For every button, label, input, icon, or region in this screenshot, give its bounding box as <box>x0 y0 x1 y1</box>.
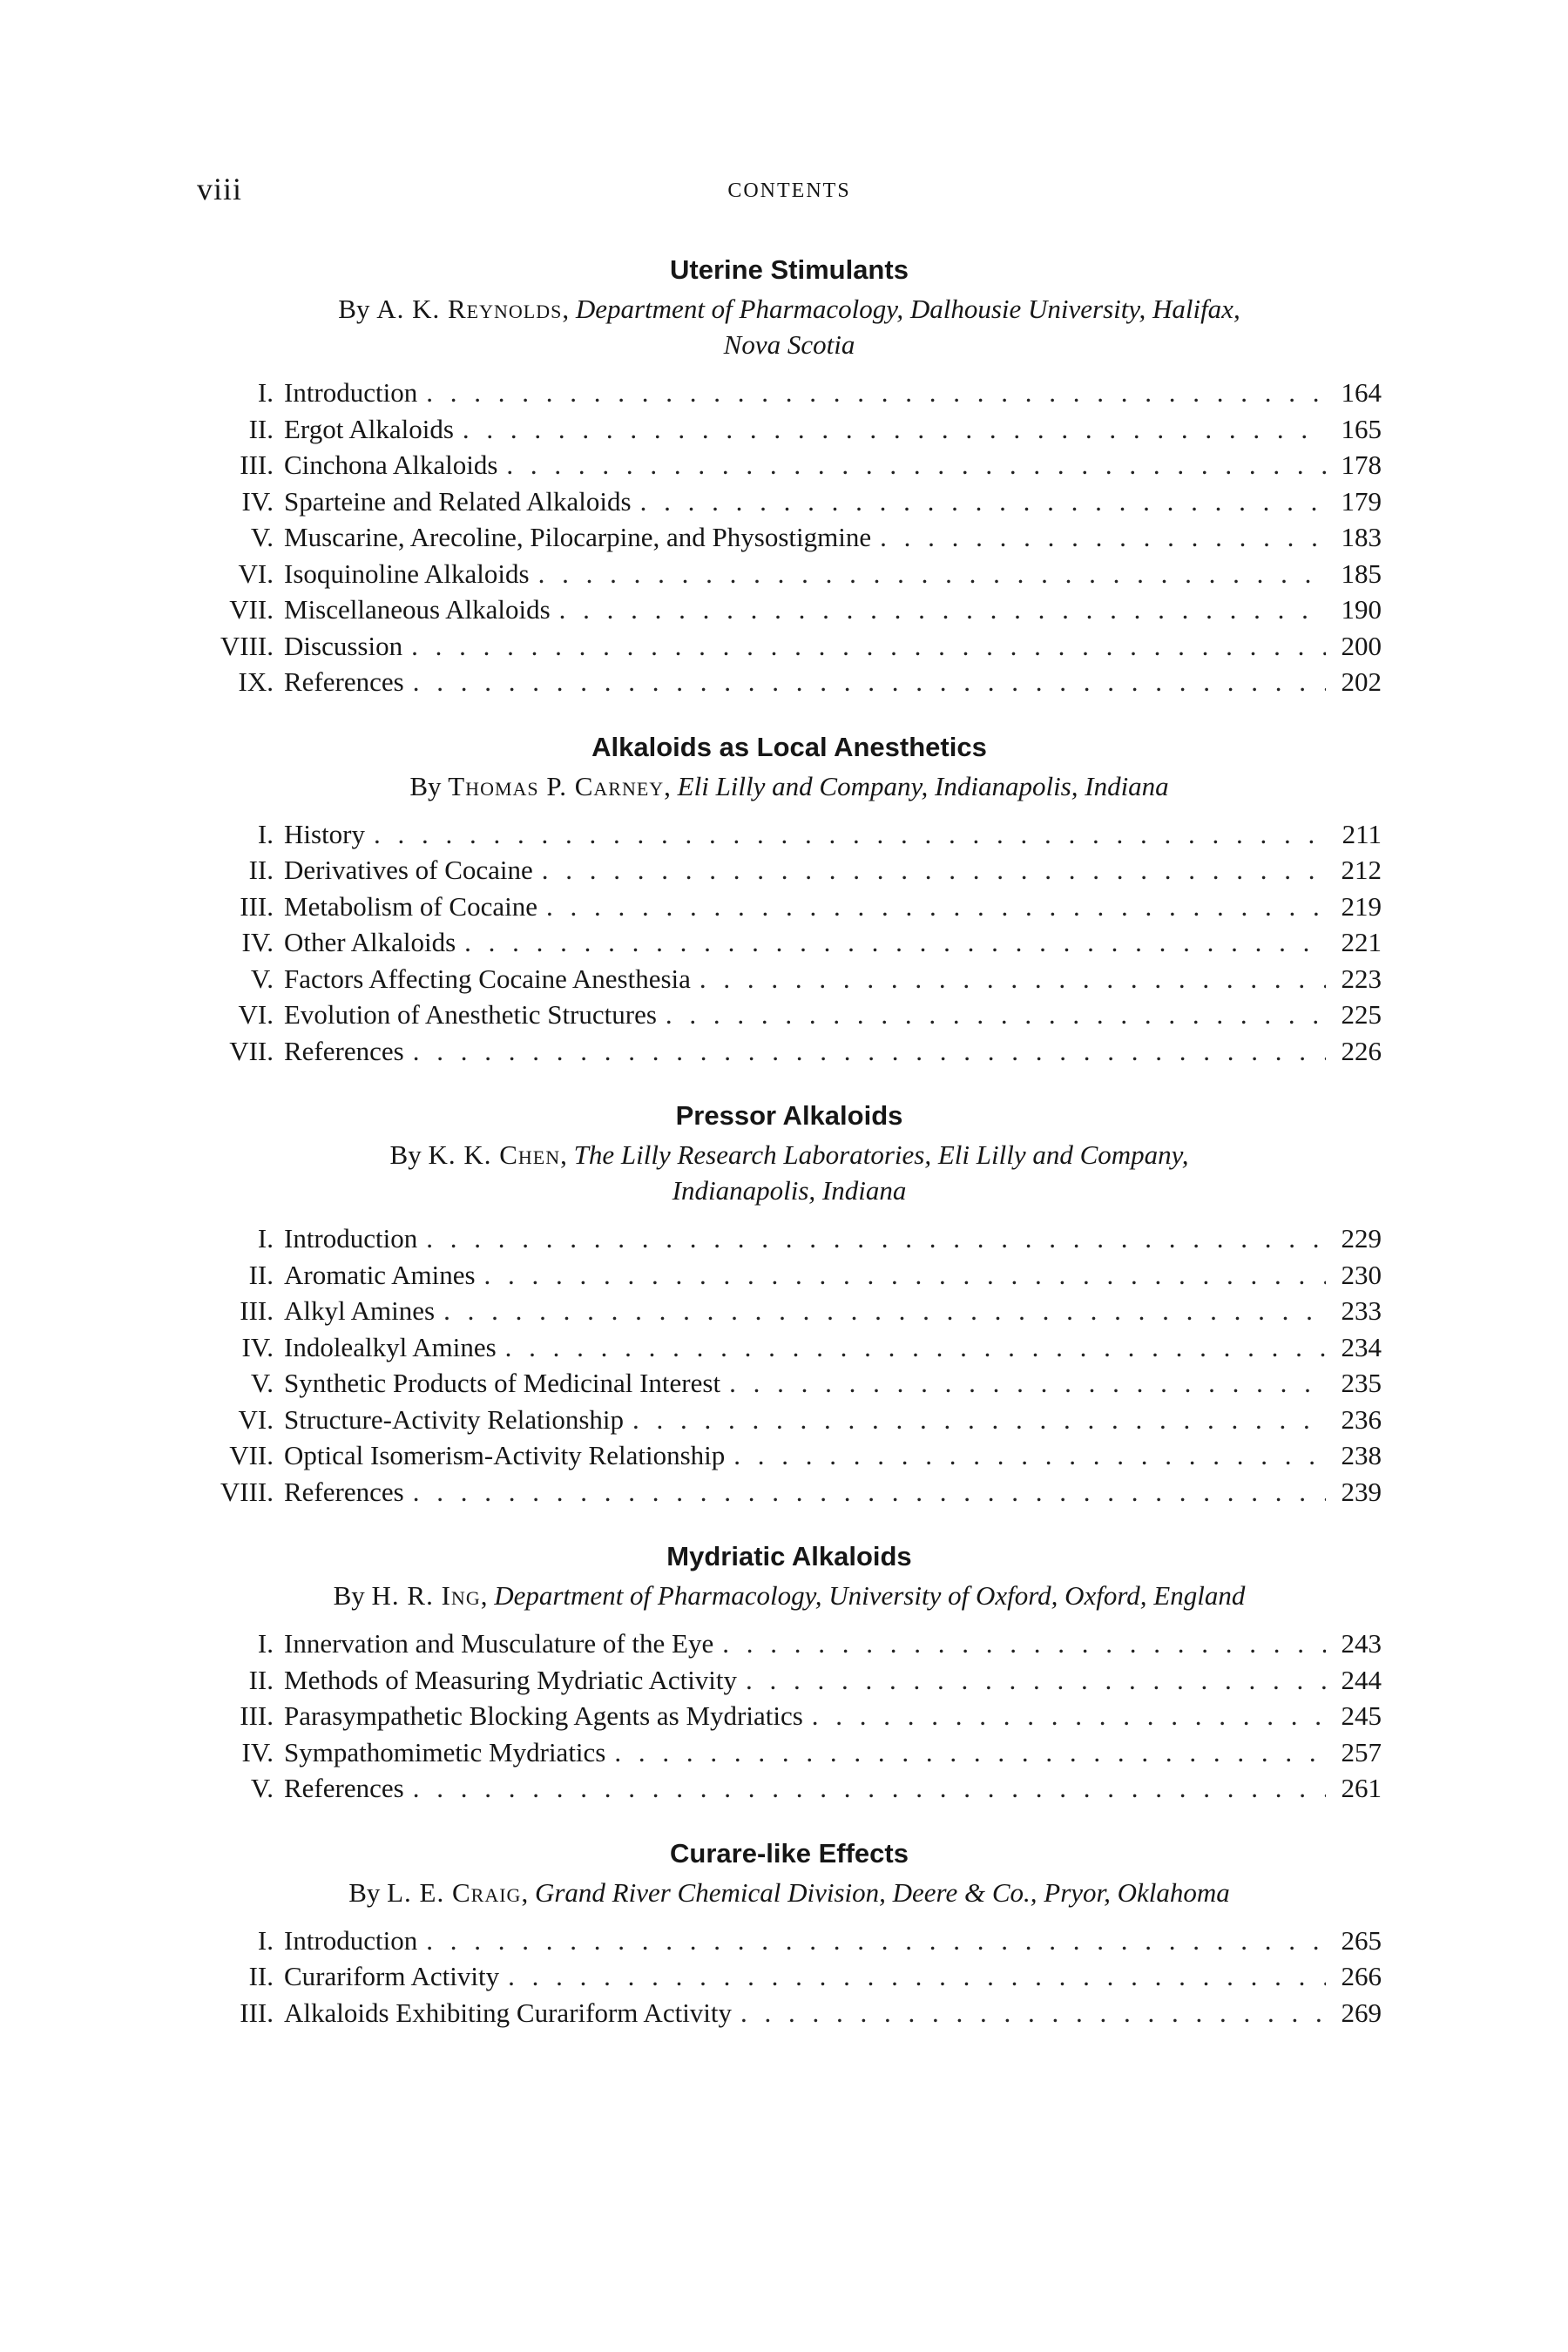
dot-leader <box>740 1995 1326 2031</box>
toc-entry <box>197 664 1382 700</box>
entry-page-number: 185 <box>1341 558 1382 589</box>
entry-title: Factors Affecting Cocaine Anesthesia <box>284 963 691 994</box>
entry-number: II. <box>248 413 274 444</box>
toc-entry <box>197 1625 1382 1662</box>
entry-title: Muscarine, Arecoline, Pilocarpine, and Physostigmine <box>284 522 872 552</box>
entry-number: IV. <box>241 1331 274 1362</box>
entry-title: Isoquinoline Alkaloids <box>284 558 530 589</box>
dot-leader <box>640 483 1326 520</box>
entry-number: I. <box>257 1628 274 1659</box>
entry-number: I. <box>257 1924 274 1956</box>
dot-leader <box>413 1474 1326 1511</box>
entry-number: I. <box>257 818 274 849</box>
entry-page-number: 165 <box>1341 413 1382 444</box>
toc-entry <box>197 1402 1382 1438</box>
byline-prefix: By <box>389 1139 429 1170</box>
toc-entry <box>197 1958 1382 1995</box>
dot-leader <box>722 1625 1326 1662</box>
entry-title: Other Alkaloids <box>284 927 456 957</box>
toc-entry <box>197 1033 1382 1070</box>
dot-leader <box>812 1698 1326 1734</box>
dot-leader <box>880 519 1326 556</box>
entry-number: V. <box>250 963 274 994</box>
dot-leader <box>538 556 1326 592</box>
dot-leader <box>700 961 1326 997</box>
toc-entry <box>197 924 1382 961</box>
author-name: A. K. Reynolds <box>376 294 563 324</box>
entry-title: Sparteine and Related Alkaloids <box>284 485 632 517</box>
folio: viii <box>197 172 243 206</box>
dot-leader <box>426 1923 1326 1959</box>
entry-number: III. <box>240 890 274 922</box>
entry-title: Ergot Alkaloids <box>284 413 454 444</box>
toc-entry <box>197 1437 1382 1474</box>
entry-title: Metabolism of Cocaine <box>284 890 537 922</box>
dot-leader <box>426 375 1326 411</box>
entry-page-number: 164 <box>1341 377 1382 408</box>
entry-page-number: 243 <box>1341 1628 1382 1659</box>
entry-number: III. <box>240 1295 274 1326</box>
contents-list <box>197 253 1382 2060</box>
entry-page-number: 236 <box>1341 1403 1382 1435</box>
entry-page-number: 179 <box>1341 485 1382 517</box>
entry-title: Introduction <box>284 1924 418 1956</box>
entry-page-number: 219 <box>1341 890 1382 922</box>
entry-page-number: 212 <box>1341 855 1382 885</box>
entry-title: Innervation and Musculature of the Eye <box>284 1628 714 1659</box>
author-name: L. E. Craig <box>387 1876 522 1908</box>
toc-entry <box>197 411 1382 448</box>
byline <box>197 291 1382 362</box>
author-name: Thomas P. Carney <box>448 770 665 801</box>
dot-leader <box>413 1770 1326 1807</box>
toc-section <box>197 253 1382 700</box>
toc-entry <box>197 1257 1382 1294</box>
section-title: Uterine Stimulants <box>670 254 909 285</box>
entry-number: V. <box>250 1773 274 1803</box>
entry-title: References <box>284 1035 404 1066</box>
entry-title: References <box>284 1773 404 1803</box>
toc-entry <box>197 1293 1382 1329</box>
entry-title: Curariform Activity <box>284 1961 500 1991</box>
entry-number: IX. <box>238 666 274 697</box>
entry-number: IV. <box>241 485 274 517</box>
toc-entry <box>197 889 1382 925</box>
author-affiliation: Grand River Chemical Division, Deere & Co., Pryor, Oklahoma <box>534 1876 1230 1908</box>
byline <box>197 768 1382 804</box>
entry-page-number: 235 <box>1341 1368 1382 1398</box>
entry-title: Methods of Measuring Mydriatic Activity <box>284 1664 738 1695</box>
entry-page-number: 234 <box>1341 1331 1382 1362</box>
entry-page-number: 230 <box>1341 1259 1382 1290</box>
toc-entry <box>197 591 1382 628</box>
entry-title: Synthetic Products of Medicinal Interest <box>284 1368 721 1398</box>
dot-leader <box>614 1734 1326 1771</box>
entry-number: V. <box>250 522 274 552</box>
toc-entry <box>197 961 1382 997</box>
dot-leader <box>411 628 1326 665</box>
entry-page-number: 211 <box>1342 818 1382 849</box>
entry-page-number: 229 <box>1341 1223 1382 1254</box>
section-title: Mydriatic Alkaloids <box>666 1541 912 1571</box>
entry-page-number: 261 <box>1341 1773 1382 1803</box>
entry-title: Introduction <box>284 377 418 408</box>
byline-separator: , <box>560 1139 574 1170</box>
dot-leader <box>464 924 1326 961</box>
toc-entry <box>197 1662 1382 1699</box>
entry-title: Derivatives of Cocaine <box>284 855 533 885</box>
entry-title: Introduction <box>284 1223 418 1254</box>
entry-page-number: 225 <box>1341 999 1382 1030</box>
dot-leader <box>426 1220 1326 1257</box>
toc-section <box>197 1539 1382 1807</box>
entry-title: Alkyl Amines <box>284 1295 436 1326</box>
entry-number: VII. <box>229 1440 274 1470</box>
entry-title: Miscellaneous Alkaloids <box>284 594 551 625</box>
entry-page-number: 178 <box>1341 449 1382 480</box>
entry-title: Structure-Activity Relationship <box>284 1403 625 1435</box>
entry-title: References <box>284 1476 404 1507</box>
dot-leader <box>374 816 1326 853</box>
entry-page-number: 221 <box>1341 927 1382 957</box>
entry-number: III. <box>240 449 274 480</box>
byline-prefix: By <box>338 294 377 324</box>
toc-entry <box>197 1995 1382 2031</box>
dot-leader <box>746 1662 1326 1699</box>
entry-page-number: 245 <box>1341 1700 1382 1731</box>
toc-entry <box>197 628 1382 665</box>
entry-page-number: 226 <box>1341 1035 1382 1066</box>
dot-leader <box>443 1293 1326 1329</box>
author-affiliation-continued: Nova Scotia <box>723 329 855 360</box>
byline <box>197 1137 1382 1208</box>
byline-separator: , <box>562 294 576 324</box>
author-affiliation-continued: Indianapolis, Indiana <box>672 1175 907 1206</box>
entry-number: II. <box>248 1664 274 1695</box>
entry-title: Evolution of Anesthetic Structures <box>284 999 657 1030</box>
toc-entry <box>197 519 1382 556</box>
entry-number: VIII. <box>220 630 274 661</box>
entry-number: IV. <box>241 927 274 957</box>
entry-title: Discussion <box>284 630 403 661</box>
entry-page-number: 265 <box>1341 1924 1382 1956</box>
toc-entry <box>197 1698 1382 1734</box>
entry-page-number: 239 <box>1341 1476 1382 1507</box>
entry-page-number: 223 <box>1341 963 1382 994</box>
dot-leader <box>729 1365 1326 1402</box>
entry-page-number: 269 <box>1341 1997 1382 2028</box>
byline-separator: , <box>664 770 678 801</box>
entry-title: Indolealkyl Amines <box>284 1331 497 1362</box>
toc-entry <box>197 852 1382 889</box>
entry-number: II. <box>248 855 274 885</box>
entry-number: I. <box>257 1223 274 1254</box>
toc-section <box>197 1098 1382 1510</box>
toc-entry <box>197 1734 1382 1771</box>
entry-number: III. <box>240 1997 274 2028</box>
dot-leader <box>733 1437 1326 1474</box>
toc-entry <box>197 816 1382 853</box>
author-affiliation: Department of Pharmacology, University of Oxford, Oxford, England <box>494 1580 1246 1611</box>
entry-title: Optical Isomerism-Activity Relationship <box>284 1440 726 1470</box>
entry-title: History <box>284 818 365 849</box>
entry-number: VI. <box>238 999 274 1030</box>
section-title: Alkaloids as Local Anesthetics <box>591 731 987 762</box>
byline-prefix: By <box>348 1876 388 1908</box>
toc-section <box>197 730 1382 1070</box>
toc-entry <box>197 1474 1382 1511</box>
dot-leader <box>463 411 1326 448</box>
toc-entry <box>197 483 1382 520</box>
toc-entry <box>197 1365 1382 1402</box>
byline <box>197 1875 1382 1910</box>
byline-prefix: By <box>409 770 449 801</box>
entry-number: IV. <box>241 1736 274 1767</box>
byline-prefix: By <box>333 1580 372 1611</box>
entry-number: I. <box>257 377 274 408</box>
author-affiliation: Department of Pharmacology, Dalhousie University, Halifax, <box>575 294 1240 324</box>
toc-entry <box>197 1220 1382 1257</box>
byline-separator: , <box>480 1580 495 1611</box>
dot-leader <box>666 997 1326 1033</box>
author-name: H. R. Ing <box>371 1580 481 1611</box>
dot-leader <box>506 447 1326 483</box>
entry-number: III. <box>240 1700 274 1731</box>
entry-title: References <box>284 666 404 697</box>
entry-title: Cinchona Alkaloids <box>284 449 498 480</box>
toc-entry <box>197 1770 1382 1807</box>
entry-page-number: 190 <box>1341 594 1382 625</box>
entry-number: VIII. <box>220 1476 274 1507</box>
running-title: CONTENTS <box>727 179 851 202</box>
toc-entry <box>197 447 1382 483</box>
entry-page-number: 244 <box>1341 1664 1382 1695</box>
toc-entry <box>197 375 1382 411</box>
toc-entry <box>197 1923 1382 1959</box>
entry-number: VII. <box>229 594 274 625</box>
toc-entry <box>197 997 1382 1033</box>
entry-number: VII. <box>229 1035 274 1066</box>
dot-leader <box>546 889 1326 925</box>
author-affiliation: The Lilly Research Laboratories, Eli Lilly and Company, <box>573 1139 1189 1170</box>
running-head <box>197 171 1382 213</box>
entry-page-number: 233 <box>1341 1295 1382 1326</box>
entry-number: V. <box>250 1368 274 1398</box>
toc-entry <box>197 556 1382 592</box>
dot-leader <box>505 1329 1326 1366</box>
entry-number: II. <box>248 1961 274 1991</box>
entry-number: VI. <box>238 1403 274 1435</box>
entry-page-number: 202 <box>1341 666 1382 697</box>
dot-leader <box>413 1033 1326 1070</box>
entry-title: Alkaloids Exhibiting Curariform Activity <box>284 1997 733 2028</box>
toc-section <box>197 1836 1382 2031</box>
entry-title: Aromatic Amines <box>284 1259 476 1290</box>
dot-leader <box>484 1257 1326 1294</box>
entry-number: VI. <box>238 558 274 589</box>
entry-page-number: 257 <box>1341 1736 1382 1767</box>
entry-title: Sympathomimetic Mydriatics <box>284 1736 606 1767</box>
author-name: K. K. Chen <box>428 1139 561 1170</box>
entry-page-number: 183 <box>1341 522 1382 552</box>
dot-leader <box>508 1958 1326 1995</box>
entry-number: II. <box>248 1259 274 1290</box>
byline <box>197 1578 1382 1613</box>
entry-title: Parasympathetic Blocking Agents as Mydriatics <box>284 1700 803 1731</box>
section-title: Pressor Alkaloids <box>675 1100 903 1131</box>
entry-page-number: 238 <box>1341 1440 1382 1470</box>
byline-separator: , <box>521 1876 535 1908</box>
toc-entry <box>197 1329 1382 1366</box>
dot-leader <box>542 852 1326 889</box>
dot-leader <box>632 1402 1326 1438</box>
entry-page-number: 200 <box>1341 630 1382 661</box>
entry-page-number: 266 <box>1341 1961 1382 1991</box>
dot-leader <box>559 591 1326 628</box>
section-title: Curare-like Effects <box>670 1837 909 1869</box>
author-affiliation: Eli Lilly and Company, Indianapolis, Indiana <box>677 770 1169 801</box>
dot-leader <box>413 664 1326 700</box>
